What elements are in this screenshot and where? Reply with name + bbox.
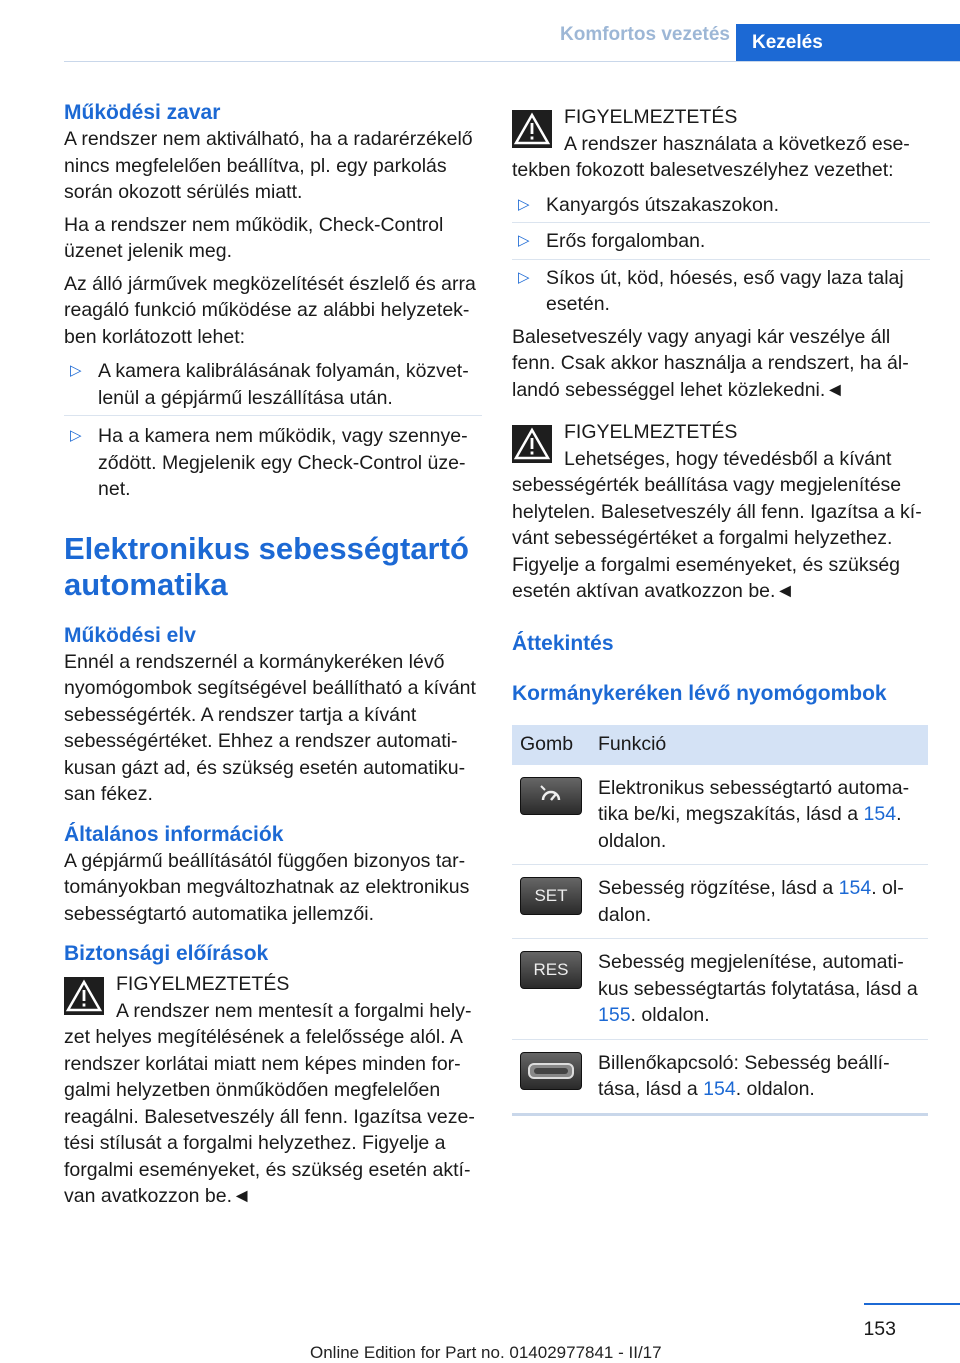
principle-heading: Működési elv	[64, 623, 196, 647]
page-link[interactable]: 154	[838, 877, 872, 899]
set-button-icon: SET	[520, 877, 582, 915]
warning-text: Lehetséges, hogy tévedésből a kívánt sebességérték beállítása vagy megjelenítése helytelen. Balesetveszély áll fenn. Igazítsa a kívánt sebességértéket a forgalmi helyzethez. Figyelje a forgalmi eseményeket, és szükség esetén aktívan avatkozzon be.◄	[512, 447, 922, 602]
malfunction-heading: Működési zavar	[64, 101, 221, 124]
res-button-icon: RES	[520, 951, 582, 989]
speed-warning	[512, 419, 930, 605]
edition-note: Online Edition for Part no. 01402977841 - II/17	[310, 1343, 662, 1362]
column-header-button: Gomb	[512, 725, 590, 765]
triangle-bullet-icon: ▷	[518, 232, 530, 249]
header-section-title: Komfortos vezetés	[560, 24, 730, 45]
warning-label: FIGYELMEZTETÉS	[564, 106, 738, 128]
warning-triangle-icon	[512, 110, 552, 148]
function-cell: Elektronikus sebességtartó automatika be/ki, megszakítás, lásd a 154. oldalon.	[590, 765, 928, 865]
function-cell: Sebesség megjelenítése, automatikus sebességtartás folytatása, lásd a 155. oldalon.	[590, 939, 928, 1040]
malfunction-paragraph-1: A rendszer nem aktiválható, ha a radarérzékelő nincs megfelelően beállítva, pl. egy parkolás során okozott sérülés miatt.	[64, 128, 473, 203]
list-item: ▷ Erős forgalomban.	[512, 228, 930, 255]
warning-text: A rendszer nem mentesít a forgalmi helyzet helyes megítélésének a felelőssége alól. A rendszer korlátai miatt nem képes minden forgalmi helyzetben önműködően megfelelően reagálni. Balesetveszély áll fenn. Igazítsa vezetési stílusát a forgalmi helyzethez. Figyelje a forgalmi eseményeket, és szükség esetén aktívan avatkozzon be.◄	[64, 999, 475, 1207]
risk-list	[512, 192, 930, 318]
malfunction-paragraph-2: Ha a rendszer nem működik, Check-Control üzenet jelenik meg.	[64, 213, 444, 262]
left-column	[64, 100, 482, 1210]
page-link[interactable]: 154	[863, 803, 897, 825]
list-item	[64, 358, 482, 411]
right-column	[512, 104, 930, 1116]
buttons-heading: Kormánykeréken lévő nyomógombok	[512, 681, 887, 705]
page-header	[0, 0, 960, 62]
list-item-text: A kamera kalibrálásának folyamán, közvetlenül a gépjármű leszállítása után.	[98, 360, 469, 409]
limitation-list	[64, 358, 482, 503]
function-cell: Billenőkapcsoló: Sebesség beállítása, lásd a 154. oldalon.	[590, 1039, 928, 1114]
triangle-bullet-icon: ▷	[518, 195, 530, 213]
usage-warning	[512, 104, 930, 184]
table-row	[512, 865, 928, 939]
list-item	[64, 423, 482, 503]
warning-label: FIGYELMEZTETÉS	[564, 421, 738, 443]
warning-triangle-icon	[64, 977, 104, 1015]
page-number: 153	[863, 1318, 896, 1340]
triangle-bullet-icon: ▷	[70, 362, 82, 379]
overview-heading: Áttekintés	[512, 631, 614, 655]
general-info-paragraph: A gépjármű beállításától függően bizonyos tartományokban megváltozhatnak az elektronikus sebességtartó automatika jellemzői.	[64, 849, 470, 925]
triangle-bullet-icon: ▷	[70, 427, 82, 444]
malfunction-paragraph-3: Az álló járművek megközelítését észlelő és arra reagáló funkció működése az alábbi helyzetekben korlátozott lehet:	[64, 272, 476, 348]
footer-divider	[864, 1303, 960, 1305]
buttons-table	[512, 725, 928, 1116]
section-heading: Elektronikus sebességtartó automatika	[64, 530, 469, 602]
table-row	[512, 1039, 928, 1114]
list-item-text: Ha a kamera nem működik, vagy szennyeződött. Megjelenik egy Check-Control üzenet.	[98, 425, 468, 500]
safety-heading: Biztonsági előírások	[64, 942, 269, 965]
list-item: ▷ Kanyargós útszakaszokon.	[512, 192, 930, 219]
page-link[interactable]: 155	[598, 1004, 631, 1026]
header-chapter-tab: Kezelés	[736, 24, 960, 62]
triangle-bullet-icon: ▷	[518, 268, 530, 286]
page-link[interactable]: 154	[703, 1078, 736, 1100]
list-item: ▷ Síkos út, köd, hóesés, eső vagy laza talaj esetén.	[518, 266, 904, 315]
warning-label: FIGYELMEZTETÉS	[116, 973, 290, 995]
warning-triangle-icon	[512, 425, 552, 463]
header-divider	[64, 61, 960, 62]
table-row	[512, 765, 928, 865]
function-cell: Sebesség rögzítése, lásd a 154. oldalon.	[590, 865, 928, 939]
table-row	[512, 939, 928, 1040]
column-header-function: Funkció	[590, 725, 928, 765]
rocker-switch-icon	[520, 1052, 582, 1090]
principle-paragraph: Ennél a rendszernél a kormánykeréken lévő nyomógombok segítségével beállítható a kívánt sebességérték. A rendszer tartja a kívánt sebességértéket. Ehhez a rendszer automatikusan gázt ad, és szükség esetén automatikusan fékez.	[64, 650, 476, 805]
general-info-heading: Általános információk	[64, 822, 284, 846]
safety-warning	[64, 971, 482, 1210]
table-header-row	[512, 725, 928, 765]
risk-paragraph: Balesetveszély vagy anyagi kár veszélye áll fenn. Csak akkor használja a rendszert, ha állandó sebességgel lehet közlekedni.◄	[512, 325, 909, 401]
warning-text: A rendszer használata a következő esetekben fokozott balesetveszélyhez vezethet:	[512, 132, 910, 181]
cruise-on-off-icon	[520, 777, 582, 815]
